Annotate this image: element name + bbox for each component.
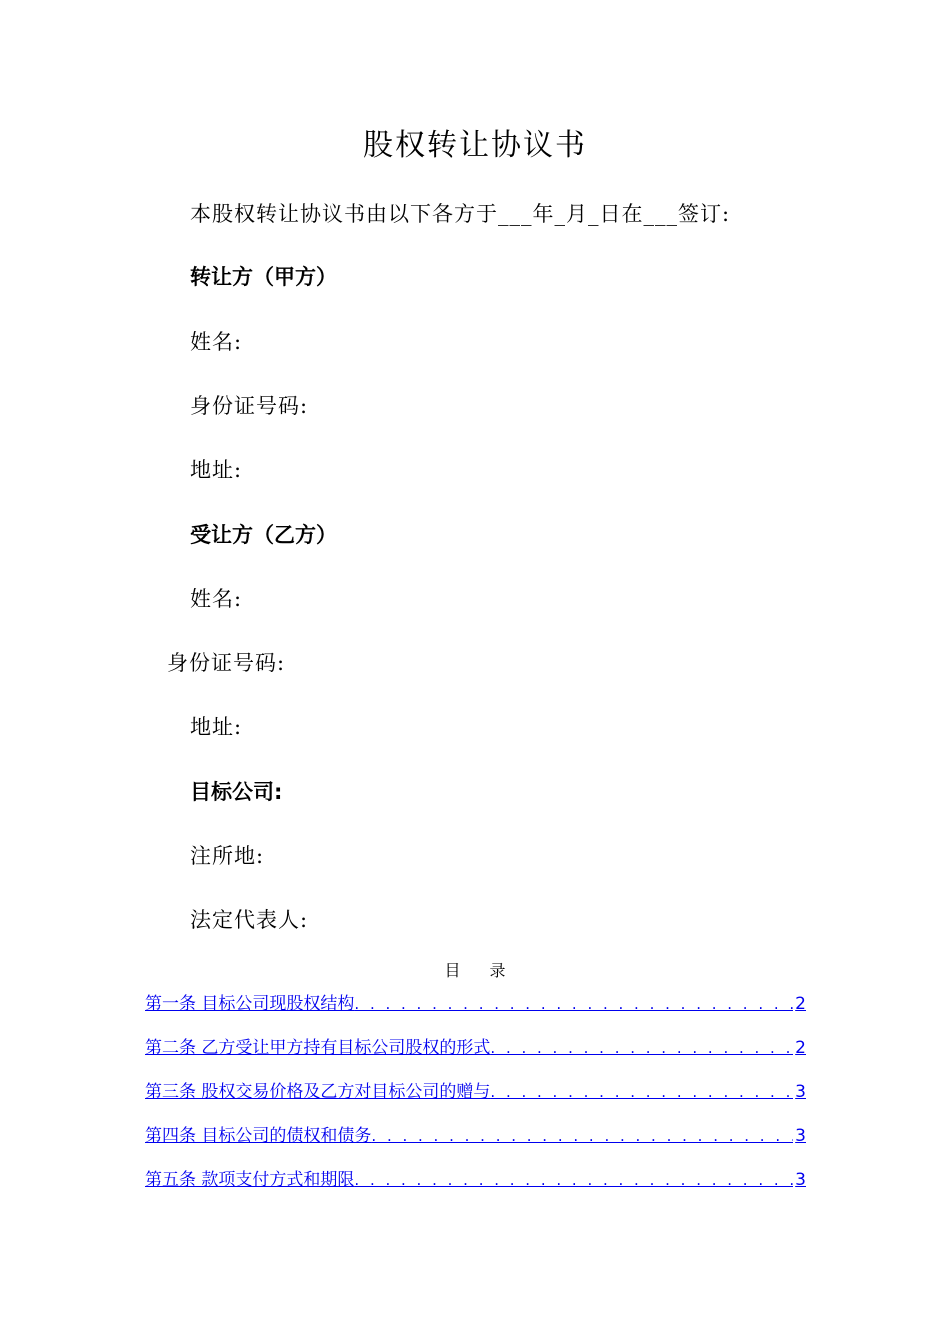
toc-item-label: 第一条 目标公司现股权结构 [145,994,355,1014]
party-b-id-label: 身份证号码: [167,651,286,675]
toc-item-page: 3 [795,1082,806,1102]
toc-leader-dots [490,1036,793,1060]
party-a-heading: 转让方（甲方） [190,265,337,289]
toc-link-article-4[interactable] [145,1124,806,1148]
toc-leader-dots [354,992,793,1016]
toc-leader-dots [490,1080,793,1104]
party-a-name-label: 姓名: [190,330,243,354]
target-company-heading: 目标公司: [190,780,283,804]
party-b-heading: 受让方（乙方） [190,523,337,547]
party-a-id-label: 身份证号码: [190,394,309,418]
party-b-name-label: 姓名: [190,587,243,611]
toc-item-label: 第五条 款项支付方式和期限 [145,1170,355,1190]
toc-leader-dots [371,1124,793,1148]
toc-link-article-1[interactable] [145,992,806,1016]
intro-paragraph: 本股权转让协议书由以下各方于___年_月_日在___签订: [190,202,731,226]
legal-representative-label: 法定代表人: [190,908,309,932]
toc-item-label: 第四条 目标公司的债权和债务 [145,1126,372,1146]
toc-link-article-2[interactable] [145,1036,806,1060]
party-b-address-label: 地址: [190,715,243,739]
document-title: 股权转让协议书 [363,128,587,163]
party-a-address-label: 地址: [190,458,243,482]
toc-item-page: 3 [795,1170,806,1190]
registered-address-label: 注所地: [190,844,265,868]
toc-item-page: 3 [795,1126,806,1146]
toc-heading: 目 录 [444,961,506,980]
toc-item-page: 2 [795,994,806,1014]
toc-item-label: 第三条 股权交易价格及乙方对目标公司的赠与 [145,1082,491,1102]
toc-link-article-5[interactable] [145,1168,806,1192]
toc-item-label: 第二条 乙方受让甲方持有目标公司股权的形式 [145,1038,491,1058]
toc-link-article-3[interactable] [145,1080,806,1104]
toc-item-page: 2 [795,1038,806,1058]
toc-leader-dots [354,1168,793,1192]
